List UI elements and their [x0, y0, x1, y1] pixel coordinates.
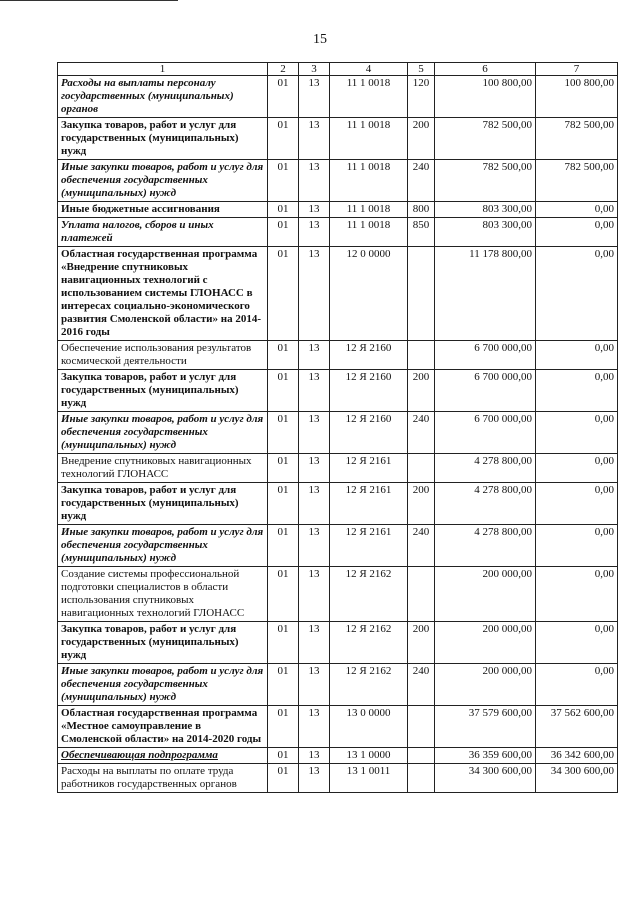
row-section: 01 [268, 454, 299, 483]
col-header: 6 [435, 63, 536, 76]
row-target-code: 12 Я 2160 [330, 370, 408, 412]
col-header: 7 [536, 63, 618, 76]
row-target-code: 13 0 0000 [330, 706, 408, 748]
row-amount-2016: 0,00 [536, 483, 618, 525]
row-target-code: 11 1 0018 [330, 76, 408, 118]
row-amount-2015: 6 700 000,00 [435, 370, 536, 412]
row-section: 01 [268, 748, 299, 764]
row-name: Обеспечивающая подпрограмма [58, 748, 268, 764]
budget-table [57, 62, 618, 793]
row-expense-type: 850 [408, 218, 435, 247]
row-expense-type: 200 [408, 622, 435, 664]
row-subsection: 13 [299, 76, 330, 118]
row-target-code: 12 0 0000 [330, 247, 408, 341]
table-row [58, 622, 618, 664]
row-name: Областная государственная программа «Местное самоуправление в Смоленской области» на 2014-2020 годы [58, 706, 268, 748]
row-expense-type [408, 341, 435, 370]
row-subsection: 13 [299, 247, 330, 341]
row-expense-type: 200 [408, 370, 435, 412]
row-expense-type [408, 764, 435, 793]
row-amount-2015: 200 000,00 [435, 622, 536, 664]
table-row [58, 202, 618, 218]
table-row [58, 664, 618, 706]
table-row [58, 370, 618, 412]
row-name: Иные бюджетные ассигнования [58, 202, 268, 218]
row-subsection: 13 [299, 341, 330, 370]
row-subsection: 13 [299, 764, 330, 793]
row-target-code: 12 Я 2162 [330, 664, 408, 706]
row-amount-2015: 11 178 800,00 [435, 247, 536, 341]
row-expense-type: 240 [408, 160, 435, 202]
row-name: Внедрение спутниковых навигационных технологий ГЛОНАСС [58, 454, 268, 483]
table-row [58, 76, 618, 118]
row-section: 01 [268, 218, 299, 247]
col-header: 3 [299, 63, 330, 76]
row-section: 01 [268, 483, 299, 525]
table-row [58, 483, 618, 525]
row-name: Иные закупки товаров, работ и услуг для обеспечения государственных (муниципальных) нужд [58, 525, 268, 567]
row-name: Иные закупки товаров, работ и услуг для обеспечения государственных (муниципальных) нужд [58, 664, 268, 706]
table-row [58, 748, 618, 764]
row-amount-2016: 0,00 [536, 218, 618, 247]
table-row [58, 118, 618, 160]
row-subsection: 13 [299, 454, 330, 483]
row-amount-2016: 0,00 [536, 454, 618, 483]
row-amount-2015: 782 500,00 [435, 118, 536, 160]
row-amount-2016: 782 500,00 [536, 118, 618, 160]
row-subsection: 13 [299, 118, 330, 160]
row-amount-2015: 4 278 800,00 [435, 525, 536, 567]
row-target-code: 11 1 0018 [330, 118, 408, 160]
row-name: Расходы на выплаты персоналу государственных (муниципальных) органов [58, 76, 268, 118]
row-target-code: 12 Я 2160 [330, 412, 408, 454]
table-row [58, 525, 618, 567]
row-subsection: 13 [299, 664, 330, 706]
col-header: 4 [330, 63, 408, 76]
table-row [58, 160, 618, 202]
row-amount-2016: 0,00 [536, 664, 618, 706]
row-name: Закупка товаров, работ и услуг для государственных (муниципальных) нужд [58, 483, 268, 525]
row-target-code: 11 1 0018 [330, 202, 408, 218]
row-name: Областная государственная программа «Внедрение спутниковых навигационных технологий с использованием системы ГЛОНАСС в интересах социально-экономического развития Смоленской области» на 2014-2016 годы [58, 247, 268, 341]
col-header: 1 [58, 63, 268, 76]
row-amount-2016: 0,00 [536, 567, 618, 622]
table-row [58, 764, 618, 793]
row-subsection: 13 [299, 567, 330, 622]
row-name: Обеспечение использования результатов космической деятельности [58, 341, 268, 370]
row-amount-2015: 4 278 800,00 [435, 454, 536, 483]
row-amount-2016: 34 300 600,00 [536, 764, 618, 793]
row-amount-2016: 0,00 [536, 622, 618, 664]
row-section: 01 [268, 76, 299, 118]
row-target-code: 12 Я 2161 [330, 454, 408, 483]
row-subsection: 13 [299, 202, 330, 218]
row-target-code: 12 Я 2162 [330, 622, 408, 664]
row-section: 01 [268, 706, 299, 748]
table-row [58, 412, 618, 454]
row-amount-2016: 100 800,00 [536, 76, 618, 118]
row-amount-2016: 0,00 [536, 525, 618, 567]
row-subsection: 13 [299, 525, 330, 567]
row-subsection: 13 [299, 706, 330, 748]
row-section: 01 [268, 202, 299, 218]
row-amount-2015: 782 500,00 [435, 160, 536, 202]
row-amount-2015: 803 300,00 [435, 218, 536, 247]
row-target-code: 12 Я 2162 [330, 567, 408, 622]
row-expense-type: 200 [408, 118, 435, 160]
row-expense-type: 240 [408, 412, 435, 454]
row-amount-2016: 0,00 [536, 370, 618, 412]
row-expense-type [408, 706, 435, 748]
row-subsection: 13 [299, 218, 330, 247]
col-header: 2 [268, 63, 299, 76]
row-section: 01 [268, 247, 299, 341]
row-expense-type: 240 [408, 525, 435, 567]
row-expense-type: 800 [408, 202, 435, 218]
row-section: 01 [268, 160, 299, 202]
row-amount-2016: 0,00 [536, 341, 618, 370]
row-subsection: 13 [299, 160, 330, 202]
row-amount-2015: 4 278 800,00 [435, 483, 536, 525]
row-subsection: 13 [299, 483, 330, 525]
row-section: 01 [268, 525, 299, 567]
row-expense-type: 200 [408, 483, 435, 525]
row-subsection: 13 [299, 412, 330, 454]
row-amount-2015: 37 579 600,00 [435, 706, 536, 748]
row-section: 01 [268, 341, 299, 370]
row-target-code: 11 1 0018 [330, 160, 408, 202]
row-section: 01 [268, 764, 299, 793]
row-subsection: 13 [299, 370, 330, 412]
row-expense-type: 120 [408, 76, 435, 118]
row-subsection: 13 [299, 748, 330, 764]
table-row [58, 341, 618, 370]
row-amount-2016: 36 342 600,00 [536, 748, 618, 764]
row-name: Закупка товаров, работ и услуг для государственных (муниципальных) нужд [58, 118, 268, 160]
row-section: 01 [268, 622, 299, 664]
table-row [58, 706, 618, 748]
row-amount-2016: 0,00 [536, 412, 618, 454]
row-amount-2015: 100 800,00 [435, 76, 536, 118]
row-section: 01 [268, 567, 299, 622]
table-row [58, 567, 618, 622]
header-row [58, 63, 618, 76]
table-row [58, 247, 618, 341]
row-amount-2015: 803 300,00 [435, 202, 536, 218]
row-name: Иные закупки товаров, работ и услуг для обеспечения государственных (муниципальных) нужд [58, 412, 268, 454]
row-target-code: 13 1 0000 [330, 748, 408, 764]
row-amount-2015: 34 300 600,00 [435, 764, 536, 793]
row-amount-2015: 6 700 000,00 [435, 412, 536, 454]
row-amount-2015: 6 700 000,00 [435, 341, 536, 370]
row-expense-type [408, 247, 435, 341]
row-amount-2015: 200 000,00 [435, 664, 536, 706]
table-row [58, 454, 618, 483]
row-target-code: 12 Я 2161 [330, 525, 408, 567]
row-name: Создание системы профессиональной подготовки специалистов в области использования спутниковых навигационных технологий ГЛОНАСС [58, 567, 268, 622]
row-name: Закупка товаров, работ и услуг для государственных (муниципальных) нужд [58, 370, 268, 412]
row-section: 01 [268, 412, 299, 454]
row-section: 01 [268, 370, 299, 412]
row-name: Уплата налогов, сборов и иных платежей [58, 218, 268, 247]
row-target-code: 12 Я 2160 [330, 341, 408, 370]
top-rule [0, 0, 178, 1]
row-amount-2016: 37 562 600,00 [536, 706, 618, 748]
row-expense-type: 240 [408, 664, 435, 706]
row-expense-type [408, 567, 435, 622]
row-expense-type [408, 454, 435, 483]
row-amount-2016: 782 500,00 [536, 160, 618, 202]
row-section: 01 [268, 664, 299, 706]
row-amount-2015: 36 359 600,00 [435, 748, 536, 764]
row-amount-2016: 0,00 [536, 247, 618, 341]
row-expense-type [408, 748, 435, 764]
row-target-code: 12 Я 2161 [330, 483, 408, 525]
row-name: Закупка товаров, работ и услуг для государственных (муниципальных) нужд [58, 622, 268, 664]
row-target-code: 11 1 0018 [330, 218, 408, 247]
row-name: Иные закупки товаров, работ и услуг для обеспечения государственных (муниципальных) нужд [58, 160, 268, 202]
page-number: 15 [313, 32, 327, 47]
row-section: 01 [268, 118, 299, 160]
row-name: Расходы на выплаты по оплате труда работников государственных органов [58, 764, 268, 793]
row-subsection: 13 [299, 622, 330, 664]
row-target-code: 13 1 0011 [330, 764, 408, 793]
col-header: 5 [408, 63, 435, 76]
table-row [58, 218, 618, 247]
row-amount-2015: 200 000,00 [435, 567, 536, 622]
row-amount-2016: 0,00 [536, 202, 618, 218]
